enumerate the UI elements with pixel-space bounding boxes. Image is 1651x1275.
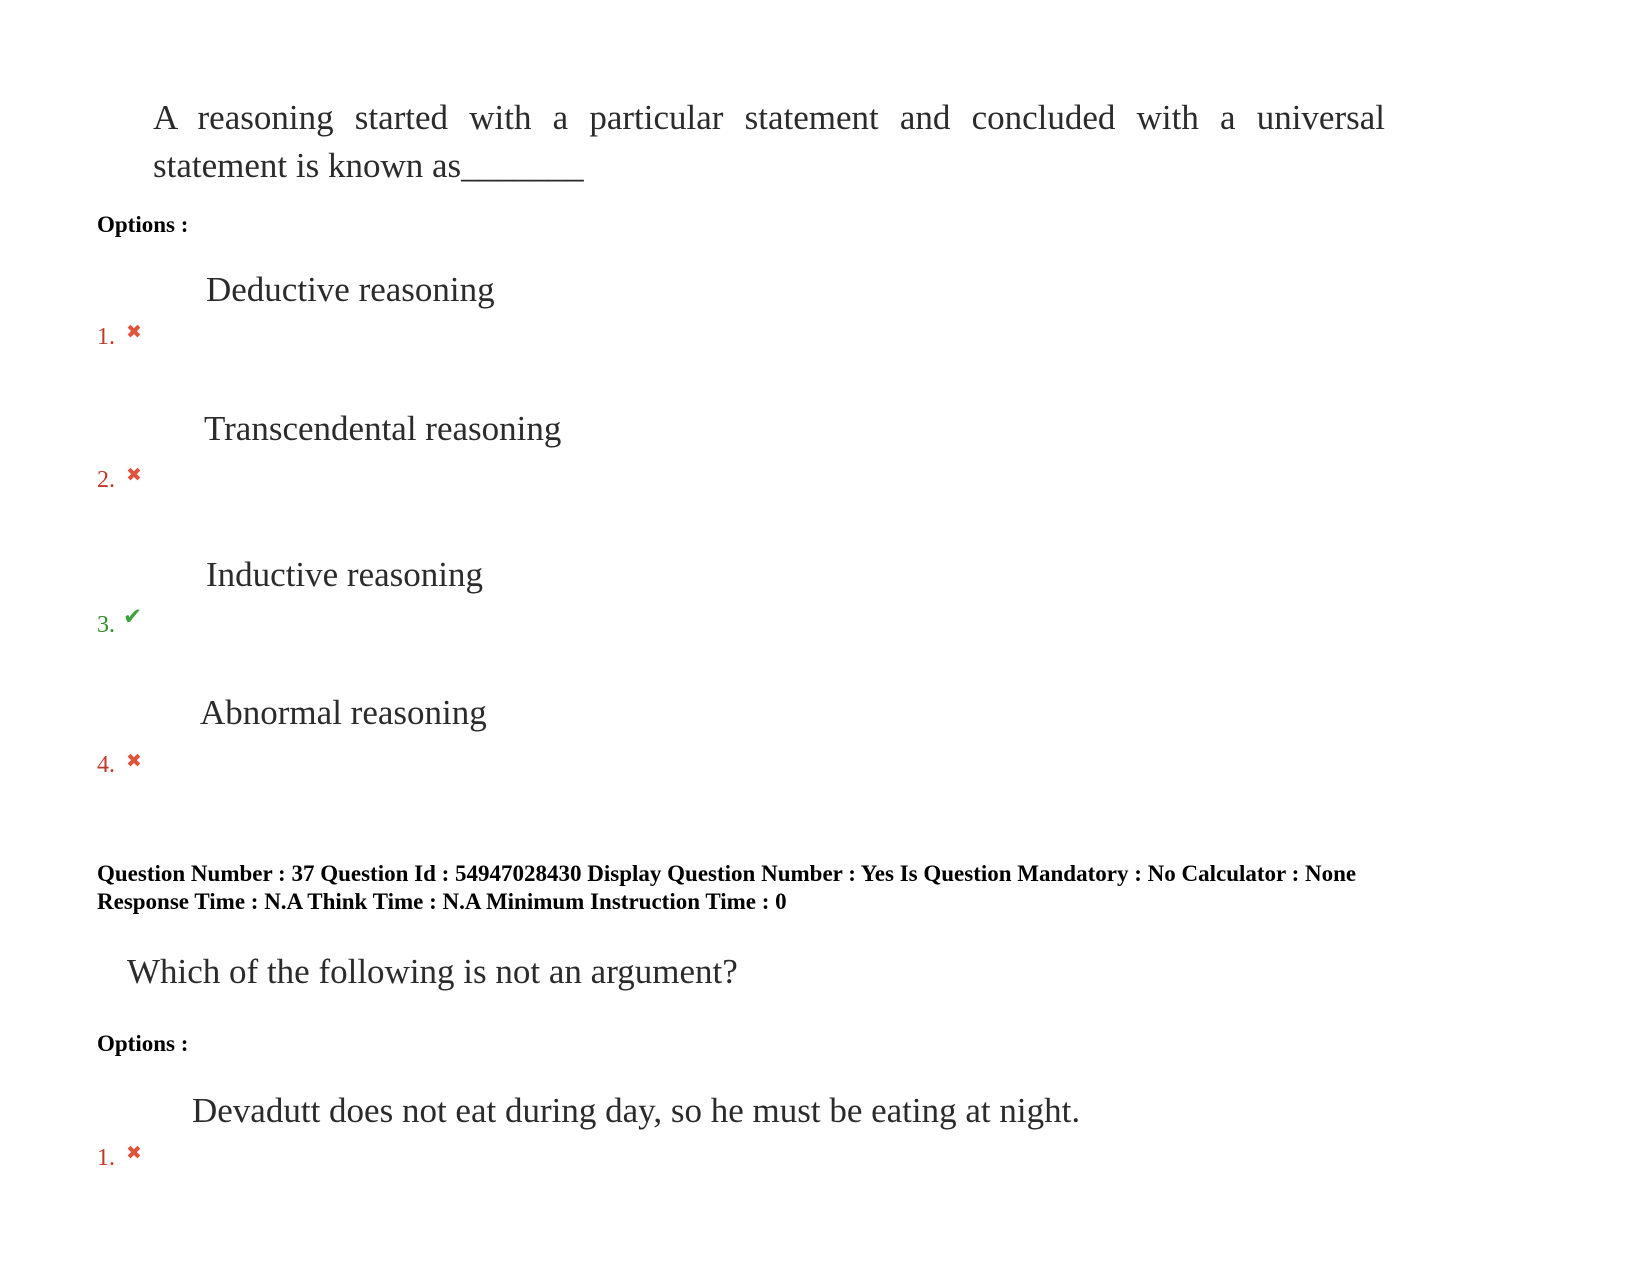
question-text-line-2: statement is known as_______: [153, 146, 584, 185]
cross-icon: ✖: [126, 1142, 142, 1164]
options-label: Options :: [97, 1031, 189, 1056]
option-4-text: Abnormal reasoning: [200, 693, 487, 732]
question-meta-line-1: Question Number : 37 Question Id : 54947028430 Display Question Number : Yes Is Question Mandatory : No Calculator : None: [97, 861, 1357, 886]
option-2-number: 2.: [97, 467, 115, 493]
option-4-number: 4.: [97, 752, 115, 778]
options-label: Options :: [97, 212, 189, 237]
option-1-text: Deductive reasoning: [206, 270, 495, 309]
option-2-text: Transcendental reasoning: [204, 409, 562, 448]
option-3-number: 3.: [97, 612, 115, 638]
option-1-text: Devadutt does not eat during day, so he must be eating at night.: [192, 1091, 1081, 1130]
question-meta-line-2: Response Time : N.A Think Time : N.A Minimum Instruction Time : 0: [97, 889, 787, 914]
option-1-number: 1.: [97, 324, 115, 350]
cross-icon: ✖: [126, 321, 142, 343]
question-text: Which of the following is not an argument?: [127, 952, 738, 991]
option-1-number: 1.: [97, 1145, 115, 1171]
cross-icon: ✖: [126, 464, 142, 486]
cross-icon: ✖: [126, 750, 142, 772]
option-3-text: Inductive reasoning: [206, 555, 483, 594]
question-text-line-1: A reasoning started with a particular statement and concluded with a universal: [153, 98, 1385, 137]
check-icon: ✔: [123, 604, 143, 630]
